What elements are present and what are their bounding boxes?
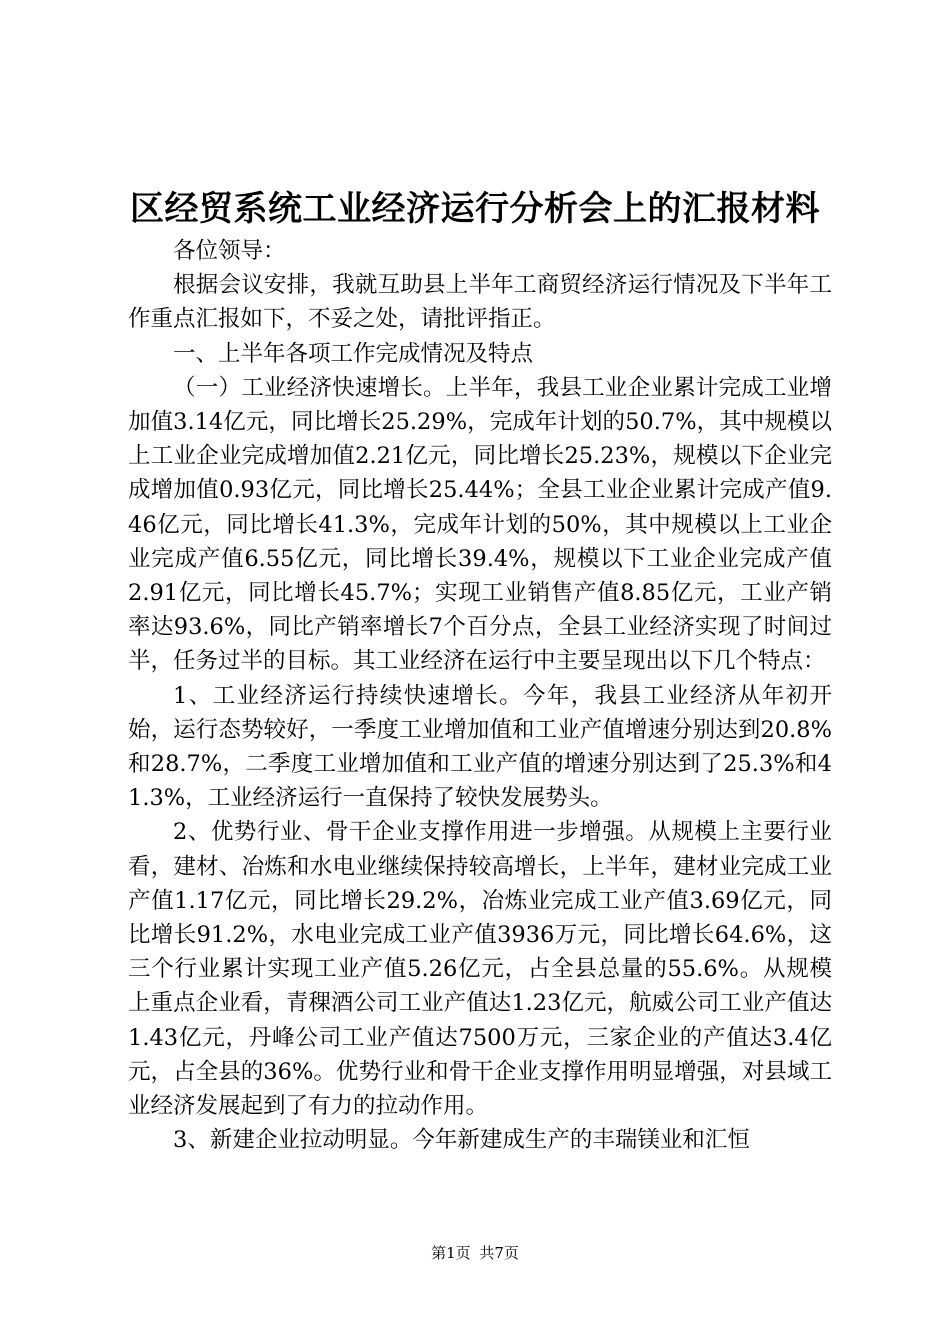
point-2-paragraph: 2、优势行业、骨干企业支撑作用进一步增强。从规模上主要行业看，建材、冶炼和水电业继续保持较高增长，上半年，建材业完成工业产值1.17亿元，同比增长29.2%，冶炼业完成工业产值3.69亿元，同比增长91.2%，水电业完成工业产值3936万元，同比增长64.6%，这三个行业累计实现工业产值5.26亿元，占全县总量的55.6%。从规模上重点企业看，青稞酒公司工业产值达1.23亿元，航威公司工业产值达1.43亿元，丹峰公司工业产值达7500万元，三家企业的产值达3.4亿元，占全县的36%。优势行业和骨干企业支撑作用明显增强，对县域工业经济发展起到了有力的拉动作用。 (128, 819, 832, 1120)
point-1-paragraph: 1、工业经济运行持续快速增长。今年，我县工业经济从年初开始，运行态势较好，一季度工业增加值和工业产值增速分别达到20.8%和28.7%，二季度工业增加值和工业产值的增速分别达到了25.3%和41.3%，工业经济运行一直保持了较快发展势头。 (128, 682, 832, 812)
page-number: 第1页 (431, 1244, 471, 1262)
intro-paragraph: 根据会议安排，我就互助县上半年工商贸经济运行情况及下半年工作重点汇报如下，不妥之处，请批评指正。 (128, 272, 832, 333)
page-total: 共7页 (479, 1244, 519, 1262)
point-3-paragraph: 3、新建企业拉动明显。今年新建成生产的丰瑞镁业和汇恒 (173, 1127, 750, 1154)
section-heading: 一、上半年各项工作完成情况及特点 (173, 340, 534, 367)
salutation: 各位领导： (173, 238, 286, 264)
document-title: 区经贸系统工业经济运行分析会上的汇报材料 (130, 189, 820, 229)
document-body (128, 234, 832, 1157)
subsection-paragraph: （一）工业经济快速增长。上半年，我县工业企业累计完成工业增加值3.14亿元，同比增长25.29%，完成年计划的50.7%，其中规模以上工业企业完成增加值2.21亿元，同比增长25.23%，规模以下企业完成增加值0.93亿元，同比增长25.44%；全县工业企业累计完成产值9.46亿元，同比增长41.3%，完成年计划的50%，其中规模以上工业企业完成产值6.55亿元，同比增长39.4%，规模以下工业企业完成产值2.91亿元，同比增长45.7%；实现工业销售产值8.85亿元，工业产销率达93.6%，同比产销率增长7个百分点，全县工业经济实现了时间过半，任务过半的目标。其工业经济在运行中主要呈现出以下几个特点： (128, 374, 832, 675)
page-footer (0, 1242, 950, 1264)
